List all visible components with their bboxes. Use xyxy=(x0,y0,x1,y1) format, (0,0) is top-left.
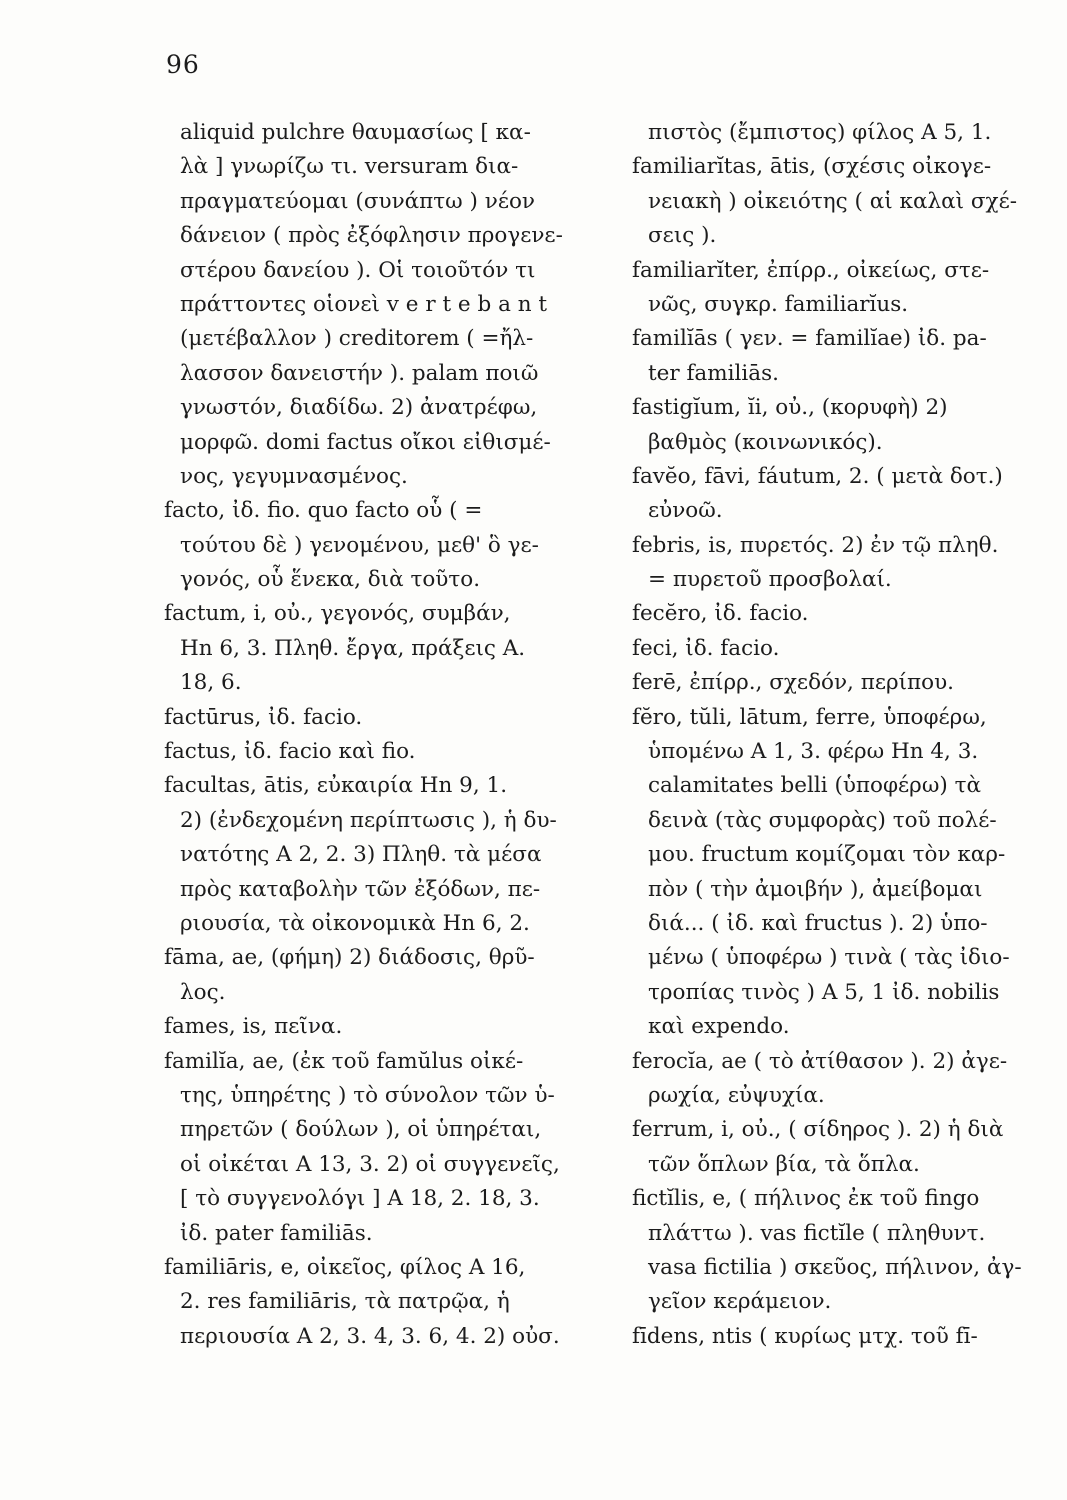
text-line: τροπίας τινὸς ) A 5, 1 ἰδ. nobilis xyxy=(648,979,1000,1005)
text-line: περιουσία A 2, 3. 4, 3. 6, 4. 2) οὐσ. xyxy=(180,1323,560,1349)
text-line: μου. fructum κομίζομαι τὸν καρ- xyxy=(648,842,1006,868)
text-line: (μετέβαλλον ) creditorem ( =ἤλ- xyxy=(180,326,534,352)
text-line: familiarĭter, ἐπίρρ., οἰκείως, στε- xyxy=(632,257,990,283)
text-line: ρωχία, εὐψυχία. xyxy=(648,1082,825,1108)
text-line: πὸν ( τὴν ἀμοιβήν ), ἀμείβομαι xyxy=(648,876,983,902)
text-line: ferocĭa, ae ( τὸ ἀτίθασον ). 2) ἀγε- xyxy=(632,1048,1008,1074)
text-line: νατότης A 2, 2. 3) Πληθ. τὰ μέσα xyxy=(180,842,542,868)
text-line: πιστὸς (ἔμπιστος) φίλος A 5, 1. xyxy=(648,120,992,145)
text-line: fecĕro, ἰδ. facio. xyxy=(632,601,809,627)
text-line: τῶν ὅπλων βία, τὰ ὅπλα. xyxy=(648,1151,920,1177)
text-line: factum, i, οὐ., γεγονός, συμβάν, xyxy=(164,601,511,627)
text-line: μένω ( ὑποφέρω ) τινὰ ( τὰς ἰδιο- xyxy=(648,945,1010,971)
text-line: ριουσία, τὰ οἰκονομικὰ Hn 6, 2. xyxy=(180,910,530,936)
text-line: ter familiās. xyxy=(648,360,779,386)
text-line: familiarĭtas, ātis, (σχέσις οἰκογε- xyxy=(632,154,992,180)
text-line: ἰδ. pater familiās. xyxy=(180,1220,373,1246)
text-line: λὰ ] γνωρίζω τι. versuram δια- xyxy=(180,154,519,180)
text-line: Hn 6, 3. Πληθ. ἔργα, πράξεις A. xyxy=(180,635,526,661)
text-line: εὐνοῶ. xyxy=(648,498,723,524)
text-line: factus, ἰδ. facio καὶ fio. xyxy=(164,739,416,765)
text-line: vasa fictilia ) σκεῦος, πήλινον, ἀγ- xyxy=(648,1254,1022,1280)
text-line: familĭās ( γεν. = familĭae) ἰδ. pa- xyxy=(632,326,987,352)
text-line: λασσον δανειστήν ). palam ποιῶ xyxy=(180,360,539,386)
text-line: aliquid pulchre θαυμασίως [ κα- xyxy=(180,120,531,145)
text-line: τούτου δὲ ) γενομένου, μεθ' ὃ γε- xyxy=(180,532,539,558)
text-line: febris, is, πυρετός. 2) ἐν τῷ πληθ. xyxy=(632,532,999,558)
text-line: familĭa, ae, (ἐκ τοῦ famŭlus οἰκέ- xyxy=(164,1048,524,1074)
text-line: νος, γεγυμνασμένος. xyxy=(180,463,408,489)
text-line: γονός, οὗ ἕνεκα, διὰ τοῦτο. xyxy=(180,567,481,593)
text-line: δεινὰ (τὰς συμφορὰς) τοῦ πολέ- xyxy=(648,807,997,833)
text-line: 2) (ἐνδεχομένη περίπτωσις ), ἡ δυ- xyxy=(180,807,557,833)
text-line: facultas, ātis, εὐκαιρία Hn 9, 1. xyxy=(164,773,508,799)
text-line: πλάττω ). vas fictĭle ( πληθυντ. xyxy=(648,1220,986,1246)
text-line: fāma, ae, (φήμη) 2) διάδοσις, θρῦ- xyxy=(164,945,535,971)
text-line: δάνειον ( πρὸς ἐξόφλησιν προγενε- xyxy=(180,223,563,249)
text-line: πηρετῶν ( δούλων ), οἱ ὑπηρέται, xyxy=(180,1117,542,1143)
text-line: facto, ἰδ. fio. quo facto οὗ ( = xyxy=(164,498,483,524)
text-line: fastigĭum, ĭi, οὐ., (κορυφὴ) 2) xyxy=(632,395,948,421)
text-line: fames, is, πεῖνα. xyxy=(164,1014,343,1040)
text-line: πρὸς καταβολὴν τῶν ἐξόδων, πε- xyxy=(180,876,541,902)
text-line: ferrum, i, οὐ., ( σίδηρος ). 2) ἡ διὰ xyxy=(632,1117,1004,1143)
text-line: fictĭlis, e, ( πήλινος ἐκ τοῦ fingo xyxy=(632,1186,980,1212)
left-column xyxy=(164,116,606,1354)
text-line: ferē, ἐπίρρ., σχεδόν, περίπου. xyxy=(632,670,955,696)
text-line: calamitates belli (ὑποφέρω) τὰ xyxy=(648,773,981,799)
text-line: διά... ( ἰδ. καὶ fructus ). 2) ὑπο- xyxy=(648,910,988,936)
text-line: νειακὴ ) οἰκειότης ( αἱ καλαὶ σχέ- xyxy=(648,188,1017,214)
text-line: fĕro, tŭli, lātum, ferre, ὑποφέρω, xyxy=(632,704,987,730)
text-line: factūrus, ἰδ. facio. xyxy=(164,704,363,730)
text-line: μορφῶ. domi factus οἴκοι εἰθισμέ- xyxy=(180,429,551,455)
text-line: νῶς, συγκρ. familiarĭus. xyxy=(648,291,909,317)
text-line: σεις ). xyxy=(648,223,717,249)
text-line: γνωστόν, διαδίδω. 2) ἀνατρέφω, xyxy=(180,395,538,421)
text-line: γεῖον κεράμειον. xyxy=(648,1289,832,1315)
text-line: = πυρετοῦ προσβολαί. xyxy=(648,567,892,593)
text-line: στέρου δανείου ). Οἱ τοιοῦτόν τι xyxy=(180,257,536,283)
text-line: οἱ οἰκέται A 13, 3. 2) οἱ συγγενεῖς, xyxy=(180,1151,560,1177)
text-line: fīdens, ntis ( κυρίως μτχ. τοῦ fī- xyxy=(632,1323,978,1349)
text-line: πράττοντες οἱονεὶ v e r t e b a n t xyxy=(180,291,548,317)
text-line: [ τὸ συγγενολόγι ] A 18, 2. 18, 3. xyxy=(180,1186,540,1212)
text-line: 2. res familiāris, τὰ πατρῷα, ἡ xyxy=(180,1289,510,1315)
text-line: λος. xyxy=(180,979,226,1005)
text-line: της, ὑπηρέτης ) τὸ σύνολον τῶν ὑ- xyxy=(180,1082,555,1108)
right-column xyxy=(632,116,1062,1354)
text-line: καὶ expendo. xyxy=(648,1014,790,1040)
text-line: feci, ἰδ. facio. xyxy=(632,635,780,661)
page-number: 96 xyxy=(166,50,200,79)
text-line: βαθμὸς (κοινωνικός). xyxy=(648,429,883,455)
text-line: 18, 6. xyxy=(180,670,242,696)
text-line: familiāris, e, οἰκεῖος, φίλος A 16, xyxy=(164,1254,526,1280)
text-line: πραγματεύομαι (συνάπτω ) νέον xyxy=(180,188,535,214)
text-line: favĕo, fāvi, fáutum, 2. ( μετὰ δοτ.) xyxy=(632,463,1003,489)
text-line: ὑπομένω A 1, 3. φέρω Hn 4, 3. xyxy=(648,739,979,765)
